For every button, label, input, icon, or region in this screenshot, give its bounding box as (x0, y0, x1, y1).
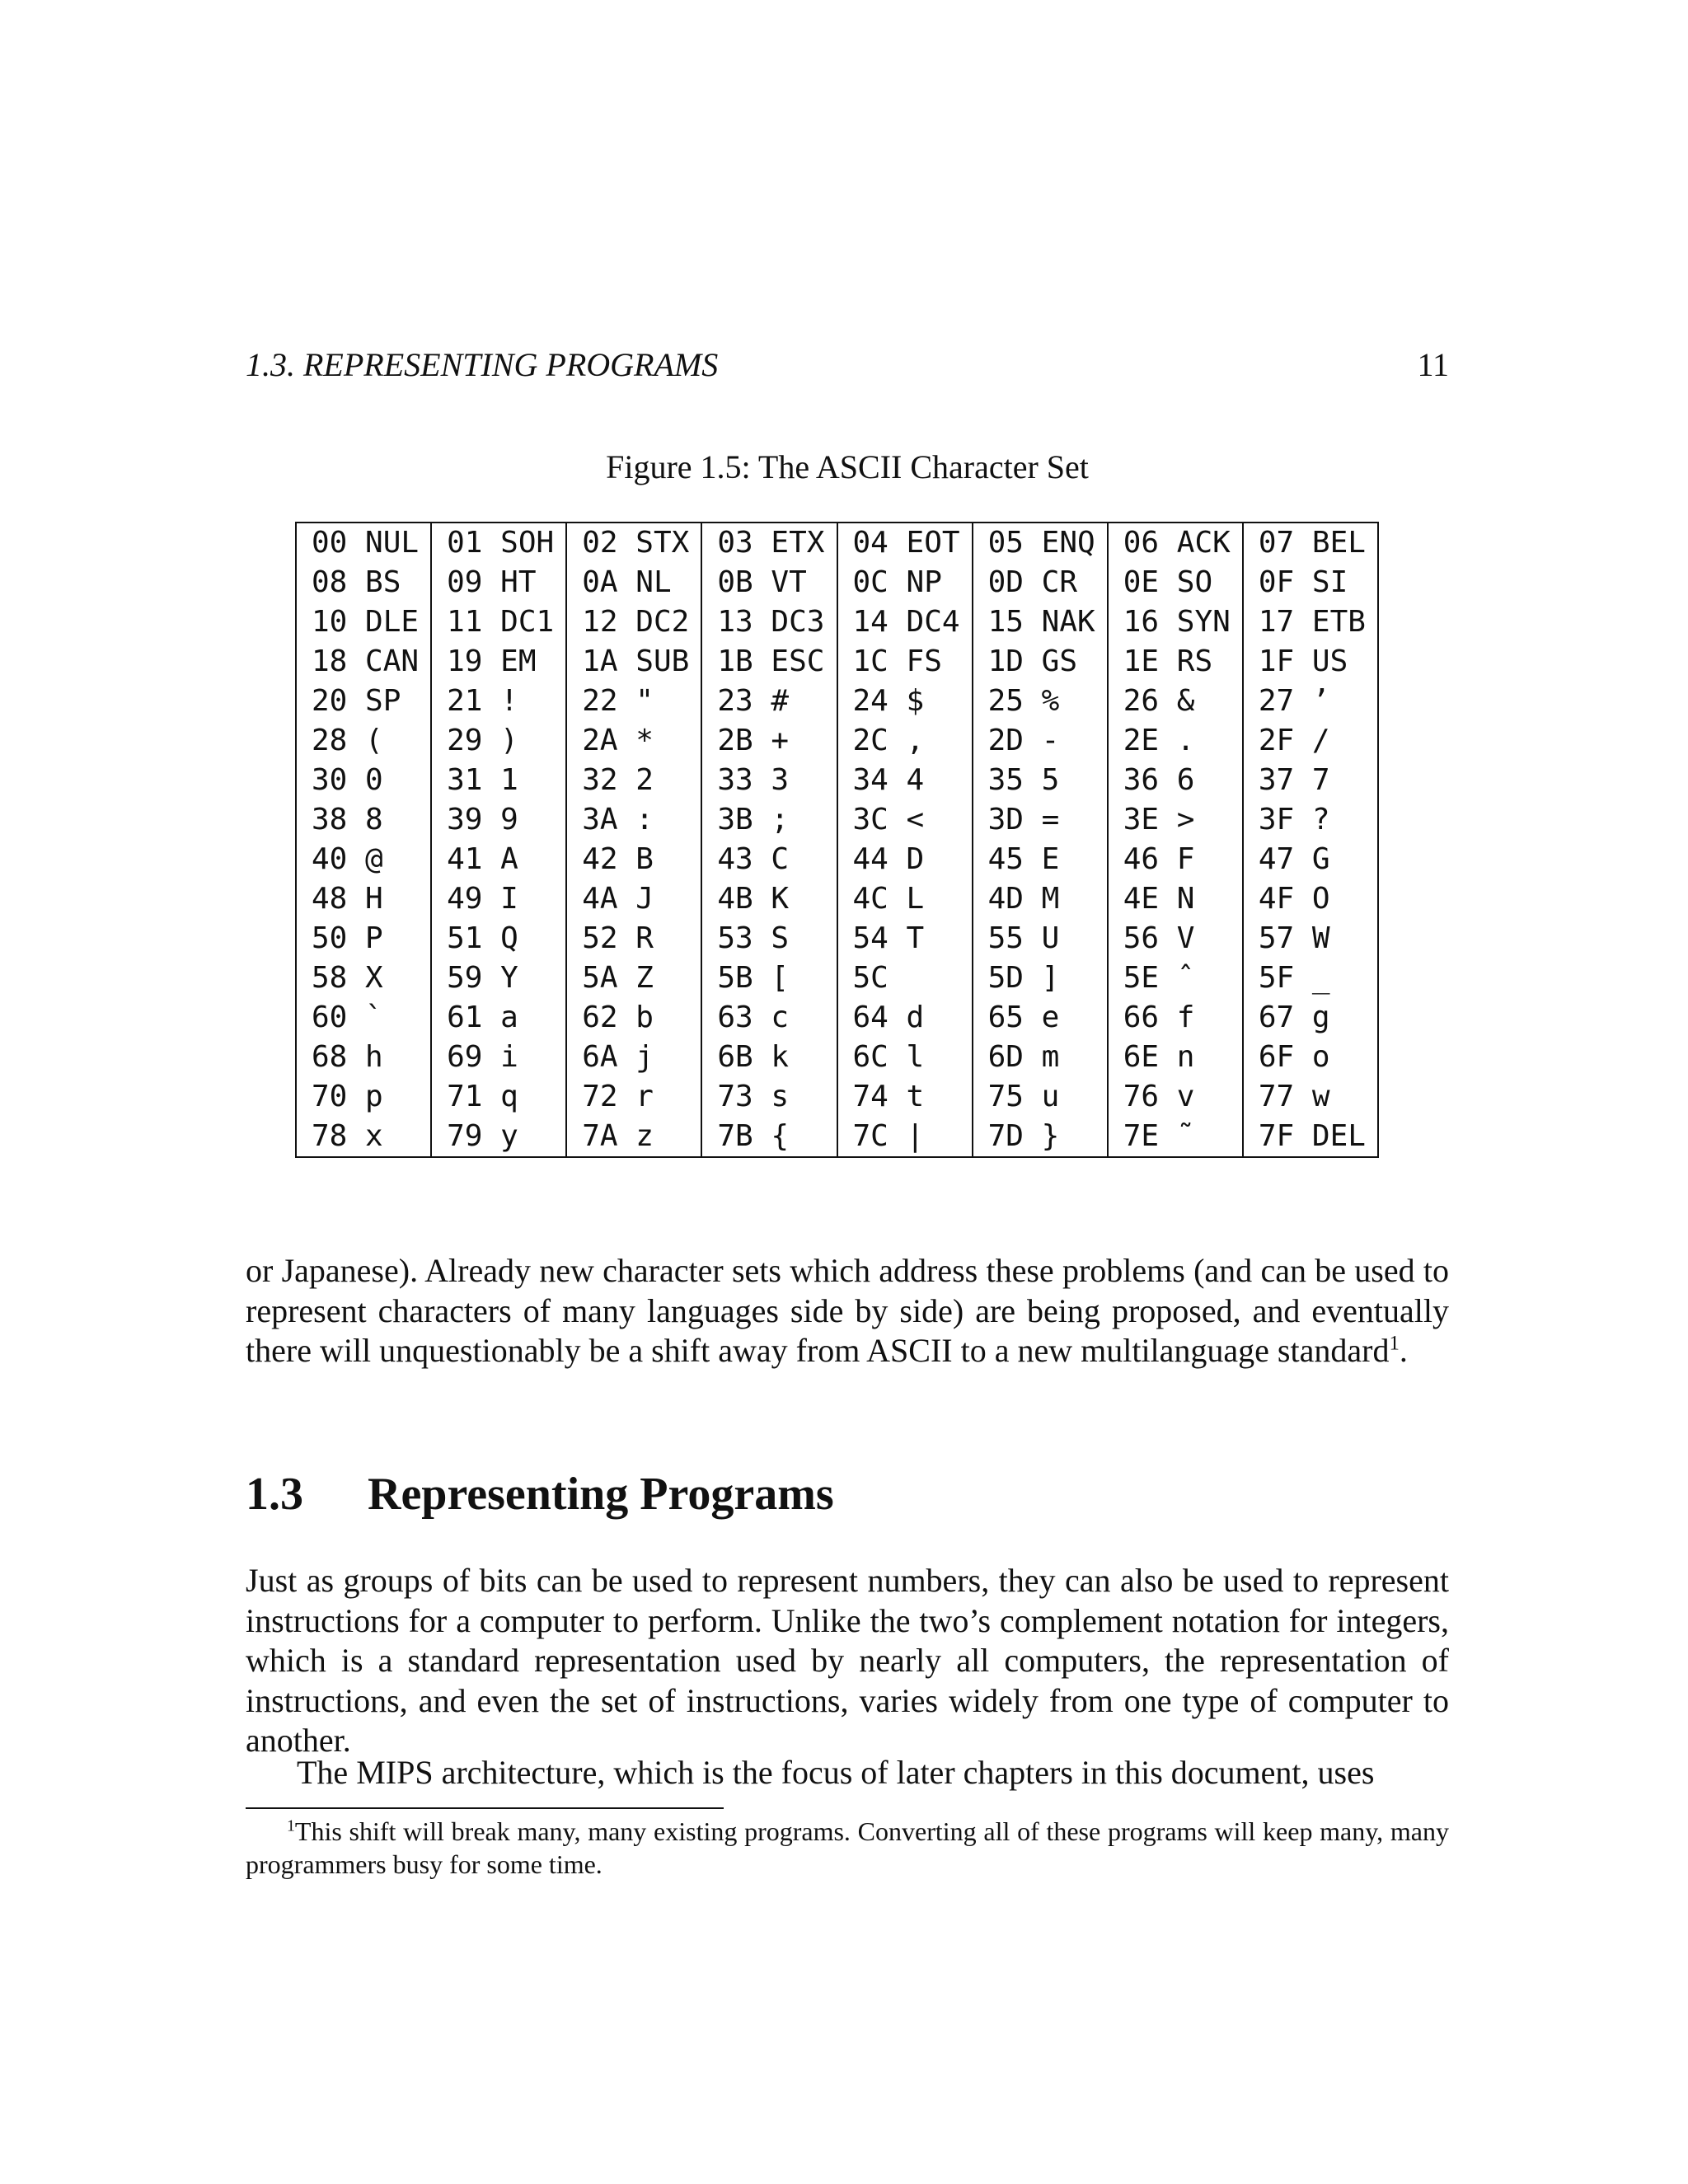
ascii-row (296, 602, 1378, 642)
ascii-row (296, 1117, 1378, 1157)
ascii-row (296, 563, 1378, 602)
ascii-cell: 58 X (296, 958, 431, 998)
ascii-cell: 72 r (566, 1077, 701, 1117)
ascii-cell: 39 9 (431, 800, 566, 840)
ascii-row (296, 800, 1378, 840)
ascii-table (295, 522, 1379, 1158)
section-number: 1.3 (246, 1469, 303, 1520)
ascii-cell: 71 q (431, 1077, 566, 1117)
ascii-cell: 5F _ (1243, 958, 1378, 998)
ascii-cell: 5A Z (566, 958, 701, 998)
ascii-cell: 4F O (1243, 879, 1378, 919)
ascii-cell: 11 DC1 (431, 602, 566, 642)
figure-caption: Figure 1.5: The ASCII Character Set (606, 448, 1089, 485)
ascii-cell: 0C NP (837, 563, 973, 602)
ascii-cell: 37 7 (1243, 761, 1378, 800)
ascii-cell: 5E ˆ (1108, 958, 1243, 998)
ascii-cell: 2A * (566, 721, 701, 761)
ascii-cell: 09 HT (431, 563, 566, 602)
ascii-cell: 6C l (837, 1038, 973, 1077)
ascii-cell: 14 DC4 (837, 602, 973, 642)
ascii-cell: 4B K (701, 879, 837, 919)
ascii-cell: 10 DLE (296, 602, 431, 642)
ascii-cell: 6A j (566, 1038, 701, 1077)
ascii-cell: 60 ` (296, 998, 431, 1038)
ascii-cell: 1A SUB (566, 642, 701, 682)
ascii-cell: 53 S (701, 919, 837, 958)
ascii-cell: 28 ( (296, 721, 431, 761)
ascii-cell: 3F ? (1243, 800, 1378, 840)
ascii-cell: 6E n (1108, 1038, 1243, 1077)
ascii-cell: 2C , (837, 721, 973, 761)
ascii-cell: 70 p (296, 1077, 431, 1117)
ascii-cell: 49 I (431, 879, 566, 919)
ascii-row (296, 761, 1378, 800)
ascii-cell: 25 % (973, 682, 1108, 721)
ascii-cell: 77 w (1243, 1077, 1378, 1117)
ascii-cell: 44 D (837, 840, 973, 879)
ascii-cell: 75 u (973, 1077, 1108, 1117)
ascii-row (296, 998, 1378, 1038)
ascii-row (296, 523, 1378, 563)
ascii-cell: 27 ’ (1243, 682, 1378, 721)
ascii-cell: 24 $ (837, 682, 973, 721)
ascii-cell: 0B VT (701, 563, 837, 602)
ascii-cell: 1E RS (1108, 642, 1243, 682)
ascii-cell: 03 ETX (701, 523, 837, 563)
ascii-cell: 3B ; (701, 800, 837, 840)
ascii-cell: 47 G (1243, 840, 1378, 879)
ascii-cell: 33 3 (701, 761, 837, 800)
ascii-cell: 41 A (431, 840, 566, 879)
ascii-cell: 73 s (701, 1077, 837, 1117)
ascii-row (296, 879, 1378, 919)
ascii-cell: 3E > (1108, 800, 1243, 840)
ascii-cell: 35 5 (973, 761, 1108, 800)
ascii-cell: 34 4 (837, 761, 973, 800)
ascii-cell: 3D = (973, 800, 1108, 840)
ascii-cell: 2D - (973, 721, 1108, 761)
ascii-cell: 38 8 (296, 800, 431, 840)
ascii-cell: 2F / (1243, 721, 1378, 761)
ascii-cell: 56 V (1108, 919, 1243, 958)
ascii-cell: 1F US (1243, 642, 1378, 682)
footnote-rule (246, 1807, 724, 1809)
ascii-cell: 01 SOH (431, 523, 566, 563)
ascii-cell: 0F SI (1243, 563, 1378, 602)
ascii-cell: 31 1 (431, 761, 566, 800)
ascii-cell: 40 @ (296, 840, 431, 879)
ascii-row (296, 958, 1378, 998)
ascii-cell: 08 BS (296, 563, 431, 602)
ascii-cell: 68 h (296, 1038, 431, 1077)
ascii-cell: 50 P (296, 919, 431, 958)
ascii-cell: 02 STX (566, 523, 701, 563)
ascii-cell: 7C | (837, 1117, 973, 1157)
ascii-row (296, 721, 1378, 761)
ascii-cell: 18 CAN (296, 642, 431, 682)
ascii-cell: 12 DC2 (566, 602, 701, 642)
ascii-cell: 04 EOT (837, 523, 973, 563)
running-head (246, 344, 1449, 386)
ascii-cell: 4A J (566, 879, 701, 919)
ascii-cell: 1D GS (973, 642, 1108, 682)
ascii-cell: 63 c (701, 998, 837, 1038)
ascii-cell: 55 U (973, 919, 1108, 958)
ascii-row (296, 919, 1378, 958)
ascii-row (296, 840, 1378, 879)
ascii-cell: 6B k (701, 1038, 837, 1077)
ascii-cell: 32 2 (566, 761, 701, 800)
ascii-cell: 52 R (566, 919, 701, 958)
ascii-cell: 6F o (1243, 1038, 1378, 1077)
ascii-cell: 5C (837, 958, 973, 998)
ascii-cell: 17 ETB (1243, 602, 1378, 642)
ascii-cell: 30 0 (296, 761, 431, 800)
paragraph-representing-programs: Just as groups of bits can be used to represent numbers, they can also be used to represent instructions for a computer to perform. Unlike the two’s complement notation for integers, which is a standard representation used by nearly all computers, the representation of instructions, and even the set of instructions, varies widely from one type of computer to another. (246, 1562, 1449, 1759)
ascii-cell: 3A : (566, 800, 701, 840)
ascii-cell: 76 v (1108, 1077, 1243, 1117)
ascii-cell: 13 DC3 (701, 602, 837, 642)
ascii-cell: 1B ESC (701, 642, 837, 682)
ascii-cell: 66 f (1108, 998, 1243, 1038)
section-title: Representing Programs (368, 1469, 834, 1520)
ascii-cell: 59 Y (431, 958, 566, 998)
ascii-table-body (296, 523, 1378, 1157)
ascii-cell: 06 ACK (1108, 523, 1243, 563)
footnote (246, 1815, 1449, 1881)
ascii-row (296, 642, 1378, 682)
ascii-cell: 26 & (1108, 682, 1243, 721)
ascii-cell: 5B [ (701, 958, 837, 998)
ascii-cell: 48 H (296, 879, 431, 919)
ascii-cell: 79 y (431, 1117, 566, 1157)
ascii-cell: 20 SP (296, 682, 431, 721)
ascii-row (296, 1038, 1378, 1077)
ascii-cell: 19 EM (431, 642, 566, 682)
ascii-cell: 61 a (431, 998, 566, 1038)
ascii-cell: 05 ENQ (973, 523, 1108, 563)
ascii-cell: 67 g (1243, 998, 1378, 1038)
ascii-cell: 16 SYN (1108, 602, 1243, 642)
ascii-cell: 2B + (701, 721, 837, 761)
ascii-cell: 43 C (701, 840, 837, 879)
ascii-cell: 0D CR (973, 563, 1108, 602)
ascii-cell: 64 d (837, 998, 973, 1038)
ascii-cell: 6D m (973, 1038, 1108, 1077)
ascii-cell: 7F DEL (1243, 1117, 1378, 1157)
ascii-cell: 54 T (837, 919, 973, 958)
page-number: 11 (1417, 346, 1449, 383)
ascii-cell: 7A z (566, 1117, 701, 1157)
ascii-cell: 51 Q (431, 919, 566, 958)
ascii-row (296, 1077, 1378, 1117)
footnote-reference: 1 (1389, 1332, 1400, 1355)
ascii-cell: 23 # (701, 682, 837, 721)
ascii-cell: 42 B (566, 840, 701, 879)
ascii-cell: 1C FS (837, 642, 973, 682)
ascii-cell: 65 e (973, 998, 1108, 1038)
ascii-cell: 45 E (973, 840, 1108, 879)
ascii-cell: 0E SO (1108, 563, 1243, 602)
ascii-cell: 4C L (837, 879, 973, 919)
ascii-cell: 00 NUL (296, 523, 431, 563)
ascii-cell: 2E . (1108, 721, 1243, 761)
paragraph-continuation (246, 1251, 1449, 1371)
footnote-mark: 1 (287, 1816, 295, 1835)
ascii-cell: 4D M (973, 879, 1108, 919)
ascii-cell: 29 ) (431, 721, 566, 761)
ascii-cell: 21 ! (431, 682, 566, 721)
ascii-cell: 57 W (1243, 919, 1378, 958)
ascii-cell: 36 6 (1108, 761, 1243, 800)
ascii-cell: 74 t (837, 1077, 973, 1117)
ascii-cell: 7D } (973, 1117, 1108, 1157)
paragraph-text: or Japanese). Already new character sets which address these problems (and can be used to represent characters of many languages side by side) are being proposed, and eventually there will unquestionably be a shift away from ASCII to a new multilanguage standard (246, 1252, 1449, 1369)
section-heading (246, 1465, 834, 1523)
ascii-row (296, 682, 1378, 721)
ascii-cell: 07 BEL (1243, 523, 1378, 563)
ascii-cell: 15 NAK (973, 602, 1108, 642)
ascii-cell: 0A NL (566, 563, 701, 602)
ascii-cell: 69 i (431, 1038, 566, 1077)
footnote-text: This shift will break many, many existing programs. Converting all of these programs will keep many, many programmers busy for some time. (246, 1816, 1449, 1879)
ascii-cell: 4E N (1108, 879, 1243, 919)
ascii-cell: 3C < (837, 800, 973, 840)
ascii-cell: 5D ] (973, 958, 1108, 998)
paragraph-end: . (1399, 1332, 1408, 1369)
ascii-cell: 22 " (566, 682, 701, 721)
ascii-cell: 78 x (296, 1117, 431, 1157)
paragraph-mips: The MIPS architecture, which is the focus of later chapters in this document, uses (297, 1754, 1375, 1791)
running-head-section: 1.3. REPRESENTING PROGRAMS (246, 346, 719, 383)
ascii-cell: 7B { (701, 1117, 837, 1157)
ascii-cell: 46 F (1108, 840, 1243, 879)
ascii-cell: 7E ˜ (1108, 1117, 1243, 1157)
ascii-cell: 62 b (566, 998, 701, 1038)
